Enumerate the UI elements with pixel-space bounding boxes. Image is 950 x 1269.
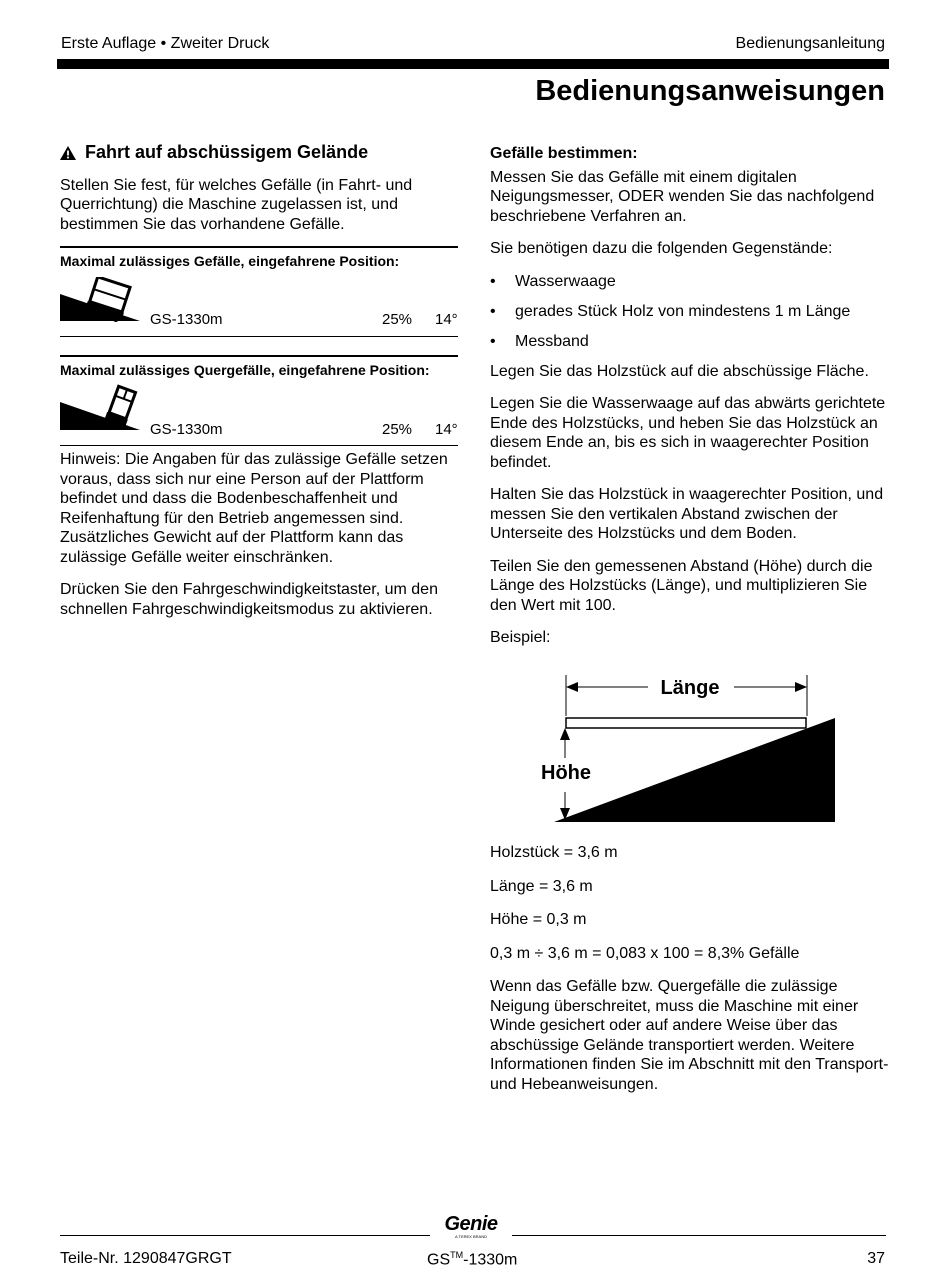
- logo-text: Genie: [444, 1213, 498, 1235]
- slope-diagram: [530, 670, 840, 830]
- footer-rule-right: [512, 1235, 886, 1236]
- right-p7: Wenn das Gefälle bzw. Quergefälle die zulässige Neigung überschreitet, muss die Maschine mit einer Winde gesichert oder auf andere Weise über das abschüssige Gelände transportiert werden. Weitere Informationen finden Sie im Abschnitt mit den Transport- und Hebeanweisungen.: [490, 978, 889, 1093]
- page-number: 37: [867, 1250, 885, 1267]
- table1-percent: 25%: [382, 311, 413, 328]
- warning-icon: [60, 146, 76, 160]
- intro-text: Stellen Sie fest, für welches Gefälle (in Fahrt- und Querrichtung) die Maschine zugelassen ist, und bestimmen Sie das vorhandene Gefälle.: [60, 176, 413, 233]
- list-item: • gerades Stück Holz von mindestens 1 m Länge: [490, 302, 890, 332]
- table1-top-rule: [60, 246, 458, 248]
- right-p6: Teilen Sie den gemessenen Abstand (Höhe) durch die Länge des Holzstücks (Länge), und multiplizieren Sie den Wert mit 100.: [490, 557, 873, 614]
- header-rule: [57, 59, 889, 69]
- example-label: Beispiel:: [490, 629, 551, 646]
- table2-bottom-rule: [60, 445, 458, 446]
- side-slope-vehicle-icon: [60, 384, 142, 434]
- calc-line: Höhe = 0,3 m: [490, 911, 587, 928]
- right-p3: Legen Sie das Holzstück auf die abschüssige Fläche.: [490, 362, 869, 380]
- right-column: [490, 144, 890, 648]
- right-p2: Sie benötigen dazu die folgenden Gegenstände:: [490, 240, 833, 257]
- page-title: Bedienungsanweisungen: [535, 75, 885, 107]
- section-title-text: Fahrt auf abschüssigem Gelände: [85, 142, 369, 162]
- table2-percent: 25%: [382, 421, 413, 438]
- wood-plank: [566, 718, 806, 728]
- left-column: [60, 143, 460, 234]
- left-notes: [60, 450, 460, 619]
- note-text: Hinweis: Die Angaben für das zulässige Gefälle setzen voraus, dass sich nur eine Person auf der Plattform befindet und dass die Bodenbeschaffenheit und Reifenhaftung für den Betrieb angemessen sind. Zusätzliches Gewicht auf der Plattform kann das zulässige Gefälle weiter einschränken.: [60, 451, 448, 566]
- model-suffix: -1330m: [463, 1251, 518, 1269]
- right-p5: Halten Sie das Holzstück in waagerechter Position, und messen Sie den vertikalen Abstand zwischen der Unterseite des Holzstücks und dem Boden.: [490, 486, 884, 542]
- height-label: Höhe: [541, 762, 591, 784]
- table1-heading: Maximal zulässiges Gefälle, eingefahrene Position:: [60, 253, 400, 269]
- calc-line: Länge = 3,6 m: [490, 877, 593, 895]
- model-prefix: GS: [427, 1251, 451, 1269]
- footer-rule-left: [60, 1235, 430, 1236]
- table2-heading: Maximal zulässiges Quergefälle, eingefahrene Position:: [60, 362, 430, 378]
- right-heading: Gefälle bestimmen:: [490, 145, 638, 162]
- list-item: • Messband: [490, 332, 890, 362]
- length-label: Länge: [660, 677, 720, 699]
- model-name: [427, 1250, 517, 1269]
- calc-line: Holzstück = 3,6 m: [490, 844, 618, 861]
- table2-degrees: 14°: [435, 421, 458, 438]
- table1-model: GS-1330m: [150, 311, 223, 328]
- items-list: [490, 272, 890, 362]
- slope-vehicle-icon: [60, 277, 142, 323]
- calc-line: 0,3 m ÷ 3,6 m = 0,083 x 100 = 8,3% Gefälle: [490, 944, 800, 962]
- right-p4: Legen Sie die Wasserwaage auf das abwärts gerichtete Ende des Holzstücks, und heben Sie das Holzstück an diesem Ende an, bis es sich in waagerechter Position befindet.: [490, 395, 886, 471]
- table1-degrees: 14°: [435, 311, 458, 328]
- trademark: TM: [450, 1250, 464, 1260]
- header-left: Erste Auflage • Zweiter Druck: [61, 35, 270, 52]
- part-number: Teile-Nr. 1290847GRGT: [60, 1250, 232, 1267]
- genie-logo: [430, 1214, 512, 1239]
- logo-subtext: A TEREX BRAND: [455, 1234, 487, 1239]
- list-item: • Wasserwaage: [490, 272, 890, 302]
- header-right: Bedienungsanleitung: [735, 35, 885, 52]
- table2-top-rule: [60, 355, 458, 357]
- table1-bottom-rule: [60, 336, 458, 337]
- section-title: [60, 143, 460, 163]
- table2-model: GS-1330m: [150, 421, 223, 438]
- right-calculations: [490, 843, 890, 1094]
- right-p1: Messen Sie das Gefälle mit einem digitalen Neigungsmesser, ODER wenden Sie das nachfolgend beschriebene Verfahren an.: [490, 168, 875, 225]
- slope-triangle: [554, 718, 835, 822]
- speed-text: Drücken Sie den Fahrgeschwindigkeitstaster, um den schnellen Fahrgeschwindigkeitsmodus zu aktivieren.: [60, 581, 438, 618]
